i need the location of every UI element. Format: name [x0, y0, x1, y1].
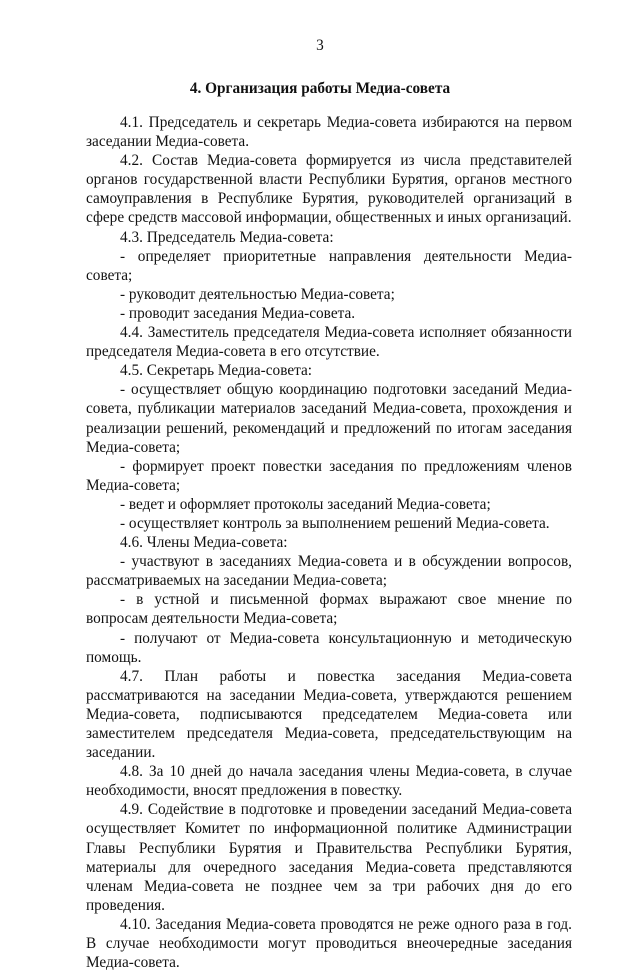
paragraph-4-4: 4.4. Заместитель председателя Медиа-совета исполняет обязанности председателя Медиа-совета в его отсутствие.	[86, 324, 572, 361]
list-item: - руководит деятельностью Медиа-совета;	[120, 285, 395, 303]
paragraph-4-1: 4.1. Председатель и секретарь Медиа-совета избираются на первом заседании Медиа-совета.	[86, 114, 572, 151]
paragraph-4-3: 4.3. Председатель Медиа-совета:	[120, 228, 334, 246]
list-item: - определяет приоритетные направления деятельности Медиа-совета;	[86, 247, 572, 284]
list-item: - получают от Медиа-совета консультационную и методическую помощь.	[86, 629, 572, 666]
section-heading: 4. Организация работы Медиа-совета	[189, 80, 451, 97]
paragraph-4-8: 4.8. За 10 дней до начала заседания члены Медиа-совета, в случае необходимости, вносят предложения в повестку.	[86, 763, 572, 800]
list-item: - ведет и оформляет протоколы заседаний Медиа-совета;	[120, 495, 491, 513]
paragraph-4-10: 4.10. Заседания Медиа-совета проводятся не реже одного раза в год. В случае необходимости могут проводиться внеочередные заседания Медиа-совета.	[86, 915, 572, 972]
paragraph-4-9: 4.9. Содействие в подготовке и проведении заседаний Медиа-совета осуществляет Комитет по информационной политике Администрации Главы Республики Бурятия и Правительства Республики Бурятия, материалы для очередного заседания Медиа-совета представляются членам Медиа-совета не позднее чем за три рабочих дня до его проведения.	[86, 801, 572, 914]
document-body	[86, 113, 572, 972]
paragraph-4-6: 4.6. Члены Медиа-совета:	[120, 534, 288, 552]
paragraph-4-2: 4.2. Состав Медиа-совета формируется из числа представителей органов государственной власти Республики Бурятия, органов местного самоуправления в Республике Бурятия, руководителей организаций в сфере средств массовой информации, общественных и иных организаций.	[86, 152, 572, 227]
list-item: - проводит заседания Медиа-совета.	[120, 304, 356, 322]
list-item: - осуществляет контроль за выполнением решений Медиа-совета.	[120, 514, 550, 532]
paragraph-4-7: 4.7. План работы и повестка заседания Медиа-совета рассматриваются на заседании Медиа-совета, утверждаются решением Медиа-совета, подписываются председателем Медиа-совета или заместителем председателя Медиа-совета, председательствующим на заседании.	[86, 667, 572, 762]
paragraph-4-5: 4.5. Секретарь Медиа-совета:	[120, 362, 313, 380]
list-item: - формирует проект повестки заседания по предложениям членов Медиа-совета;	[86, 457, 572, 494]
page-number: 3	[316, 37, 324, 54]
list-item: - осуществляет общую координацию подготовки заседаний Медиа-совета, публикации материалов заседаний Медиа-совета, прохождения и реализации решений, рекомендаций и предложений по итогам заседания Медиа-совета;	[86, 381, 572, 456]
list-item: - в устной и письменной формах выражают свое мнение по вопросам деятельности Медиа-совета;	[86, 591, 572, 628]
list-item: - участвуют в заседаниях Медиа-совета и в обсуждении вопросов, рассматриваемых на заседании Медиа-совета;	[86, 553, 572, 590]
